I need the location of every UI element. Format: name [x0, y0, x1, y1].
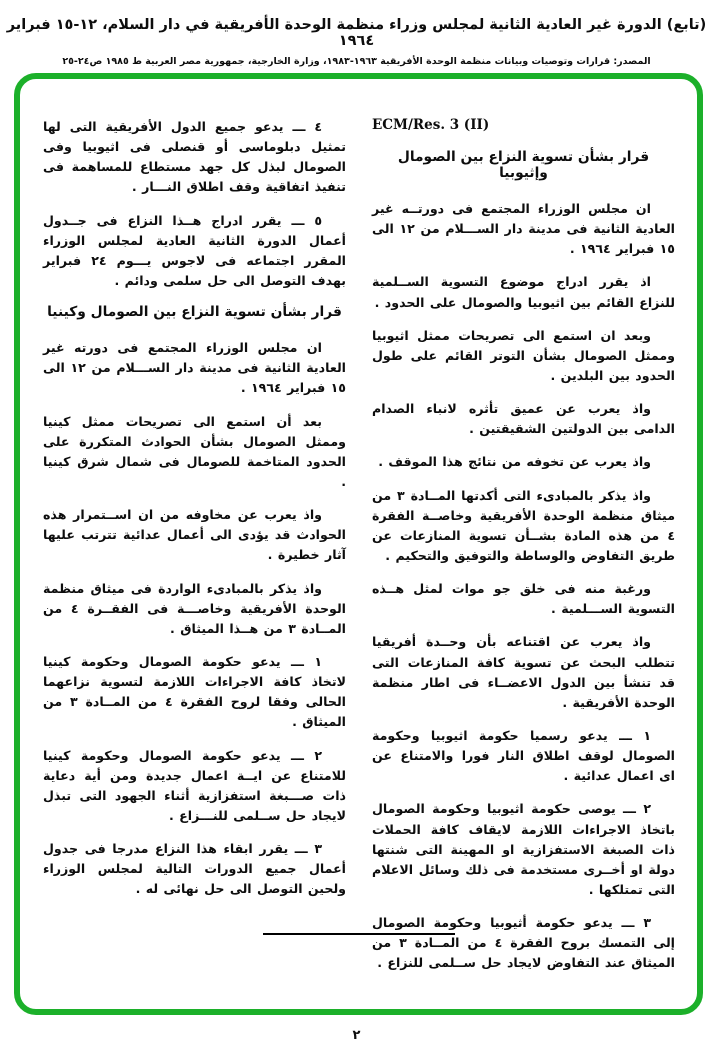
- header-source-line: المصدر: قرارات وتوصيات وبيانات منظمة الوحدة الأفريقية ١٩٦٣-١٩٨٣، وزارة الخارجية، جمهورية مصر العربية ط ١٩٨٥ ص٢٤-٢٥: [62, 56, 651, 67]
- document-frame: [14, 73, 703, 1015]
- paragraph: واذ يعرب عن مخاوفه من ان اســتمرار هذه الحوادث قد يؤدى الى أعمال عدائية تترتب عليها آثار خطيرة .: [43, 507, 346, 563]
- paragraph: واذ يعرب عن عميق تأثره لانباء الصدام الدامى بين الدولتين الشقيقتين .: [372, 401, 675, 437]
- numbered-clause-1: ١ ـــ يدعو رسميا حكومة اثيوبيا وحكومة الصومال لوقف اطلاق النار فورا والامتناع عن اى اعمال عدائية .: [372, 727, 675, 784]
- divider-rule: [263, 933, 455, 935]
- paragraph: ان مجلس الوزراء المجتمع فى دورتــه غير العادية الثانية فى مدينة دار الســـلام من ١٢ الى ١٥ فبراير ١٩٦٤ .: [372, 201, 675, 257]
- paragraph: واذ يعرب عن تخوفه من نتائج هذا الموقف .: [378, 454, 651, 470]
- right-column: [372, 117, 675, 987]
- paragraph: ان مجلس الوزراء المجتمع فى دورته غير العادية الثانية فى مدينة دار الســـلام من ١٢ الى ١٥ فبراير ١٩٦٤ .: [43, 340, 346, 396]
- numbered-clause-1: ١ ـــ يدعو حكومة الصومال وحكومة كينيا لاتخاذ كافة الاجراءات اللازمة لتسوية نزاعهما الحالى وفقا لروح الفقرة ٤ من المــادة ٣ من الميثاق .: [43, 653, 347, 730]
- page-header: [0, 0, 713, 67]
- numbered-clause-5: ٥ ـــ يقرر ادراج هــذا النزاع فى جــدول أعمال الدورة الثانية العادية لمجلس الوزراء المقرر اجتماعه فى لاجوس يـــوم ٢٤ فبراير بهدف التوصل الى حل سلمى ودائم .: [43, 212, 346, 288]
- paragraph: واذ يذكر بالمبادىء الواردة فى ميثاق منظمة الوحدة الأفريقية وخاصـــة فى الفقــرة ٤ من المــادة ٣ من هــذا الميثاق .: [43, 580, 347, 636]
- resolution-title-somalia-kenya: قرار بشأن تسوية النزاع بين الصومال وكينيا: [47, 304, 342, 321]
- page-footer: [0, 1028, 713, 1043]
- paragraph: اذ يقرر ادراج موضوع التسوية الســلمية للنزاع القائم بين اثيوبيا والصومال على الحدود .: [372, 274, 675, 310]
- page-number: ٢: [352, 1028, 361, 1043]
- numbered-clause-3: ٣ ـــ يقرر ابقاء هذا النزاع مدرجا فى جدول أعمال جميع الدورات التالية لمجلس الوزراء ولحين التوصل الى حل نهائى له .: [43, 841, 346, 897]
- numbered-clause-2: ٢ ـــ يدعو حكومة الصومال وحكومة كينيا للامتناع عن ايــة اعمال جديدة ومن أية دعاية ذات صـــبغة استفزازية أثناء الجهود التى تبذل لايجاد حل ســلمى للنـــزاع .: [43, 747, 346, 823]
- two-column-body: [20, 79, 697, 987]
- numbered-clause-2: ٢ ـــ يوصى حكومة اثيوبيا وحكومة الصومال باتخاذ الاجراءات اللازمة لايقاف كافة الحملات ذات الصبغة الاستفزازية او المهينة التى شنتها دولة او أخــرى مستخدمة فى ذلك وسائل الاعلام التى تمتلكها .: [372, 801, 675, 897]
- paragraph: واذ يعرب عن اقتناعه بأن وحــدة أفريقيا تتطلب البحث عن تسوية كافة المنازعات التى قد تنشأ بين الدول الاعضــاء فى اطار منظمة الوحدة الأفريقية .: [372, 634, 675, 710]
- resolution-reference: ECM/Res. 3 (II): [372, 117, 490, 133]
- paragraph: بعد أن استمع الى تصريحات ممثل كينيا وممثل الصومال بشأن الحوادث المتكررة على الحدود المتاخمة للصومال فى شمال شرق كينيا .: [43, 413, 346, 489]
- paragraph: ورغبة منه فى خلق جو موات لمثل هــذه التسوية الســـلمية .: [372, 581, 675, 617]
- numbered-clause-4: ٤ ـــ يدعو جميع الدول الأفريقية التى لها تمثيل دبلوماسى أو قنصلى فى اثيوبيا وفى الصومال لبذل كل جهد مستطاع للمساهمة فى تنفيذ اتفاقية وقف اطلاق النـــار .: [43, 119, 346, 195]
- numbered-clause-3: ٣ ـــ يدعو حكومة أثيوبيا وحكومة الصومال إلى التمسك بروح الفقرة ٤ من المــادة ٣ من الميثاق عند التفاوض لايجاد حل ســلمى للنزاع .: [372, 915, 675, 971]
- resolution-title-somalia-ethiopia: قرار بشأن تسوية النزاع بين الصومال وإثيوبيا: [397, 149, 650, 181]
- header-session-title: (تابع) الدورة غير العادية الثانية لمجلس وزراء منظمة الوحدة الأفريقية في دار السلام، ١٢-١٥ فبراير ١٩٦٤: [6, 17, 707, 49]
- paragraph: واذ يذكر بالمبادىء التى أكدتها المــادة ٣ من ميثاق منظمة الوحدة الأفريقية وخاصــة الفقرة ٤ من هذه المادة بشــأن تسوية المنازعات عن طريق التفاوض والوساطة والتوفيق والتحكيم .: [372, 487, 675, 563]
- left-column: [43, 117, 346, 987]
- paragraph: وبعد ان استمع الى تصريحات ممثل اثيوبيا وممثل الصومال بشأن التوتر القائم على طول الحدود بين البلدين .: [372, 327, 675, 383]
